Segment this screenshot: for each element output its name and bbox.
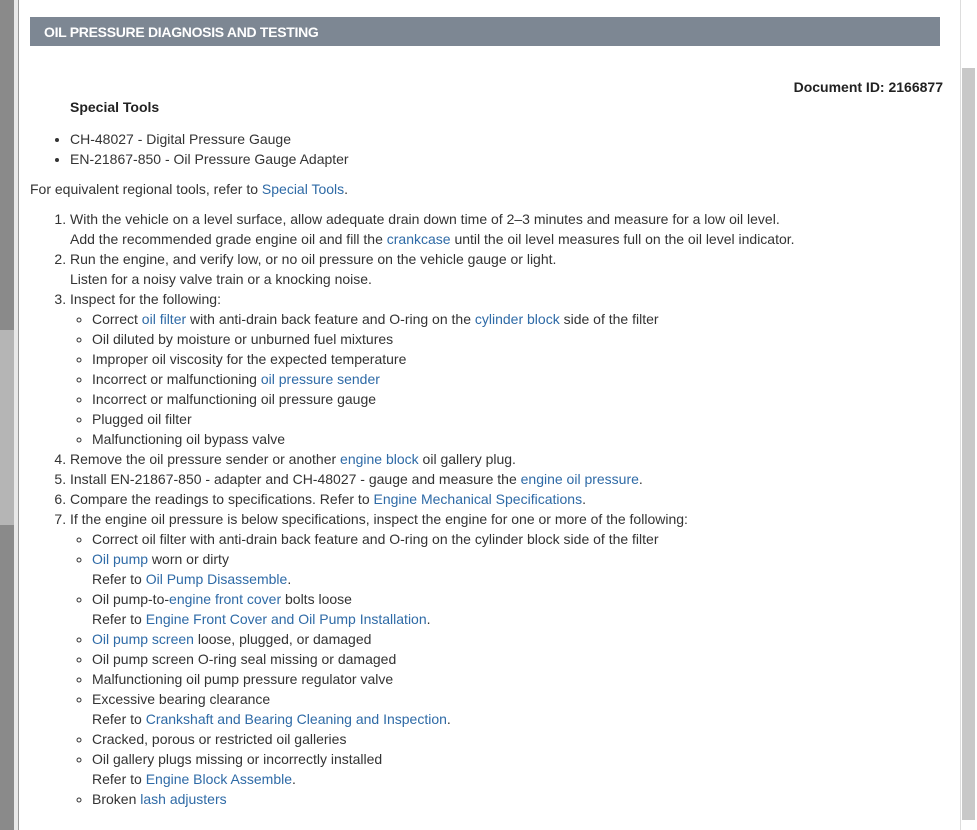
step-2-subtext: Listen for a noisy valve train or a knocking noise. (70, 271, 372, 287)
special-tools-heading: Special Tools (70, 99, 160, 115)
step-6-text: Compare the readings to specifications. Refer to (70, 491, 374, 507)
ref-end: . (292, 771, 296, 787)
step-6 (70, 489, 930, 509)
step-2-text: 2. Run the engine, and verify low, or no oil pressure on the vehicle gauge or light. (70, 251, 557, 267)
procedure-steps (52, 209, 930, 809)
engine-block-assemble-link[interactable]: Engine Block Assemble (145, 771, 293, 787)
ref-text: Refer to (92, 711, 146, 727)
step-3 (70, 289, 930, 449)
list-item (92, 629, 930, 649)
item-text: with anti-drain back feature and O-ring on the (186, 311, 475, 327)
ref-text: Refer to (92, 771, 146, 787)
step-7-text: If the engine oil pressure is below specifications, inspect the engine for one or more of the following: (70, 511, 688, 527)
item-reference (92, 709, 930, 729)
ref-text: Refer to (92, 611, 146, 627)
oil-pump-disassemble-link[interactable]: Oil Pump Disassemble (145, 571, 288, 587)
step-3-list (70, 309, 930, 449)
document-id: Document ID: 2166877 (793, 79, 943, 95)
list-item: ◦ Oil diluted by moisture or unburned fuel mixtures (92, 329, 930, 349)
crankshaft-bearing-inspection-link[interactable]: Crankshaft and Bearing Cleaning and Inspection (145, 711, 447, 727)
item-reference (92, 569, 930, 589)
list-item: ◦ Improper oil viscosity for the expected temperature (92, 349, 930, 369)
list-item (92, 749, 930, 789)
list-item: ◦ Incorrect or malfunctioning oil pressure gauge (92, 389, 930, 409)
item-text: Incorrect or malfunctioning (92, 371, 261, 387)
step-1-subtext (70, 229, 930, 249)
scrollbar-thumb[interactable] (962, 68, 975, 820)
list-item: ◦ Correct oil filter with anti-drain back feature and O-ring on the cylinder block side of the filter (92, 529, 930, 549)
step-6-text-end: . (582, 491, 586, 507)
item-text: Broken (92, 791, 141, 807)
list-item: ◦ Oil pump screen O-ring seal missing or damaged (92, 649, 930, 669)
list-item: ◦ Plugged oil filter (92, 409, 930, 429)
cylinder-block-link[interactable]: cylinder block (474, 311, 560, 327)
list-item: ◦ Cracked, porous or restricted oil galleries (92, 729, 930, 749)
engine-front-cover-link[interactable]: engine front cover (169, 591, 282, 607)
oil-pump-link[interactable]: Oil pump (92, 551, 149, 567)
special-tools-list (52, 129, 349, 169)
step-1 (70, 209, 930, 249)
step-5-text-end: . (638, 471, 643, 487)
tool-item: • EN-21867-850 - Oil Pressure Gauge Adapter (70, 149, 349, 169)
list-item (92, 549, 930, 589)
engine-mechanical-specifications-link[interactable]: Engine Mechanical Specifications (373, 491, 583, 507)
engine-oil-pressure-link[interactable]: engine oil pressure (520, 471, 639, 487)
list-item (92, 689, 930, 729)
equiv-text: For equivalent regional tools, refer to (30, 181, 262, 197)
step-1-text: 1. With the vehicle on a level surface, allow adequate drain down time of 2–3 minutes and measure for a low oil level. (70, 211, 780, 227)
step-4 (70, 449, 930, 469)
lash-adjusters-link[interactable]: lash adjusters (140, 791, 227, 807)
item-text: bolts loose (281, 591, 352, 607)
step-7-list (70, 529, 930, 809)
ref-text: Refer to (92, 571, 146, 587)
item-text: Oil gallery plugs missing or incorrectly installed (92, 751, 383, 767)
background-window-edge (0, 0, 14, 830)
equivalent-tools-note (30, 179, 348, 199)
engine-block-link[interactable]: engine block (340, 451, 419, 467)
item-reference (92, 769, 930, 789)
tool-item: • CH-48027 - Digital Pressure Gauge (70, 129, 349, 149)
oil-filter-link[interactable]: oil filter (141, 311, 187, 327)
item-text: side of the filter (559, 311, 659, 327)
special-tools-link[interactable]: Special Tools (261, 181, 345, 197)
step-2 (70, 249, 930, 289)
item-text: Oil pump-to- (92, 591, 170, 607)
crankcase-link[interactable]: crankcase (386, 231, 451, 247)
oil-pressure-sender-link[interactable]: oil pressure sender (260, 371, 380, 387)
item-text: worn or dirty (148, 551, 229, 567)
list-item (92, 589, 930, 629)
equiv-suffix: . (344, 181, 349, 197)
list-item (92, 789, 930, 809)
item-text: Excessive bearing clearance (92, 691, 271, 707)
list-item (92, 369, 930, 389)
step-4-text: Remove the oil pressure sender or another (70, 451, 341, 467)
step-7 (70, 509, 930, 809)
step-5-text: Install EN-21867-850 - adapter and CH-48027 - gauge and measure the (70, 471, 521, 487)
step-1-subtext-b: until the oil level measures full on the oil level indicator. (450, 231, 795, 247)
list-item: ◦ Malfunctioning oil pump pressure regulator valve (92, 669, 930, 689)
item-text: Correct (92, 311, 142, 327)
ref-end: . (426, 611, 431, 627)
engine-front-cover-installation-link[interactable]: Engine Front Cover and Oil Pump Installation (145, 611, 427, 627)
item-text: loose, plugged, or damaged (193, 631, 372, 647)
step-4-text-end: oil gallery plug. (418, 451, 516, 467)
ref-end: . (446, 711, 451, 727)
step-1-subtext-a: Add the recommended grade engine oil and fill the (70, 231, 387, 247)
oil-pump-screen-link[interactable]: Oil pump screen (92, 631, 194, 647)
ref-end: . (287, 571, 292, 587)
step-3-text: Inspect for the following: (70, 291, 221, 307)
page-title: OIL PRESSURE DIAGNOSIS AND TESTING (30, 17, 940, 46)
list-item (92, 309, 930, 329)
list-item: ◦ Malfunctioning oil bypass valve (92, 429, 930, 449)
item-reference (92, 609, 930, 629)
step-5 (70, 469, 930, 489)
background-scroll-segment (0, 330, 14, 525)
